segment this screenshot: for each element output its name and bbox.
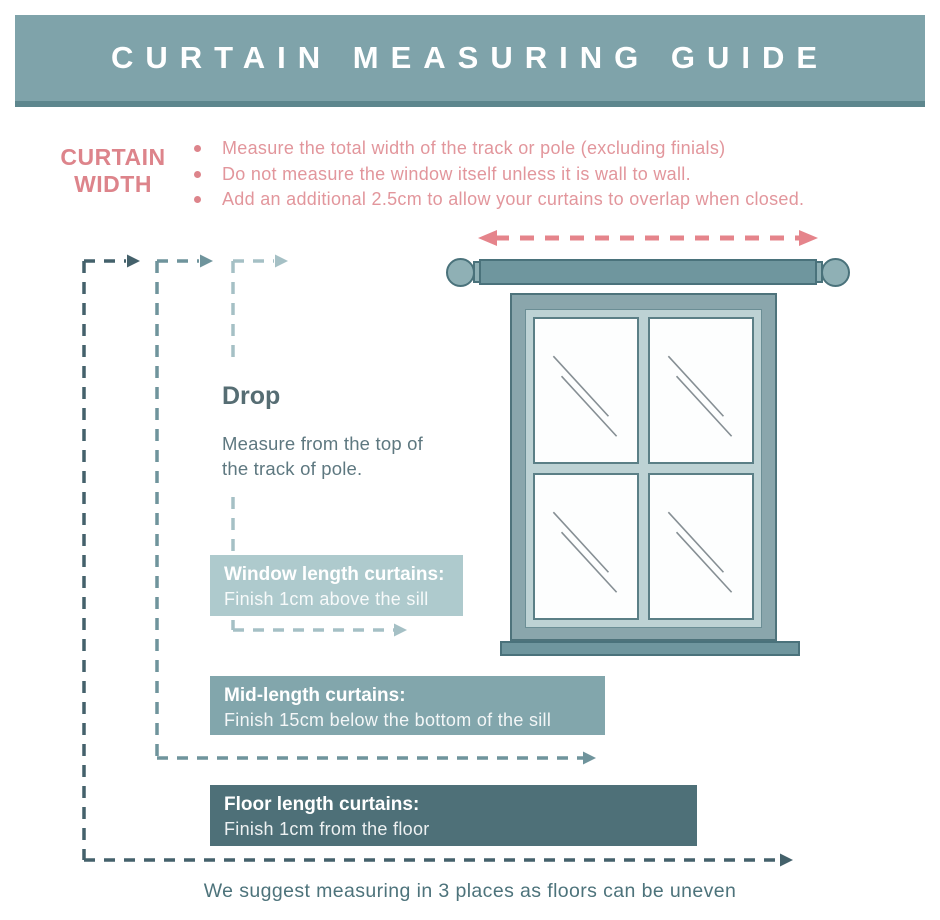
mid-length-box xyxy=(210,676,605,735)
floor-length-title: Floor length curtains: xyxy=(224,794,420,815)
floor-length-box xyxy=(210,785,697,846)
bullet-text: Add an additional 2.5cm to allow your curtains to overlap when closed. xyxy=(222,189,805,209)
pole-finial-right xyxy=(821,258,850,287)
bullet-text: Do not measure the window itself unless it is wall to wall. xyxy=(222,163,691,184)
window-length-detail: Finish 1cm above the sill xyxy=(224,589,429,609)
footer-note: We suggest measuring in 3 places as floors can be uneven xyxy=(203,880,737,902)
window-illustration xyxy=(510,293,777,641)
drop-heading: Drop xyxy=(222,382,281,410)
mid-length-title: Mid-length curtains: xyxy=(224,685,406,706)
drop-description: Measure from the top of the track of pole. xyxy=(222,433,423,479)
mid-length-detail: Finish 15cm below the bottom of the sill xyxy=(224,710,552,730)
window-length-box xyxy=(210,555,463,616)
bullet-text: Measure the total width of the track or pole (excluding finials) xyxy=(222,138,726,158)
window-inner-frame xyxy=(525,309,762,628)
page-title: CURTAIN MEASURING GUIDE xyxy=(110,40,830,75)
window-pane xyxy=(648,317,754,464)
width-measure-arrow xyxy=(478,230,818,246)
pole-finial-left xyxy=(446,258,475,287)
window-pane xyxy=(533,317,639,464)
window-pane xyxy=(533,473,639,620)
drop-section xyxy=(222,382,447,481)
curtain-width-heading: CURTAIN WIDTH xyxy=(60,144,166,197)
window-length-title: Window length curtains: xyxy=(224,564,445,585)
window-pane xyxy=(648,473,754,620)
window-sill xyxy=(500,641,800,656)
curtain-pole xyxy=(479,259,817,285)
floor-length-detail: Finish 1cm from the floor xyxy=(224,819,430,839)
